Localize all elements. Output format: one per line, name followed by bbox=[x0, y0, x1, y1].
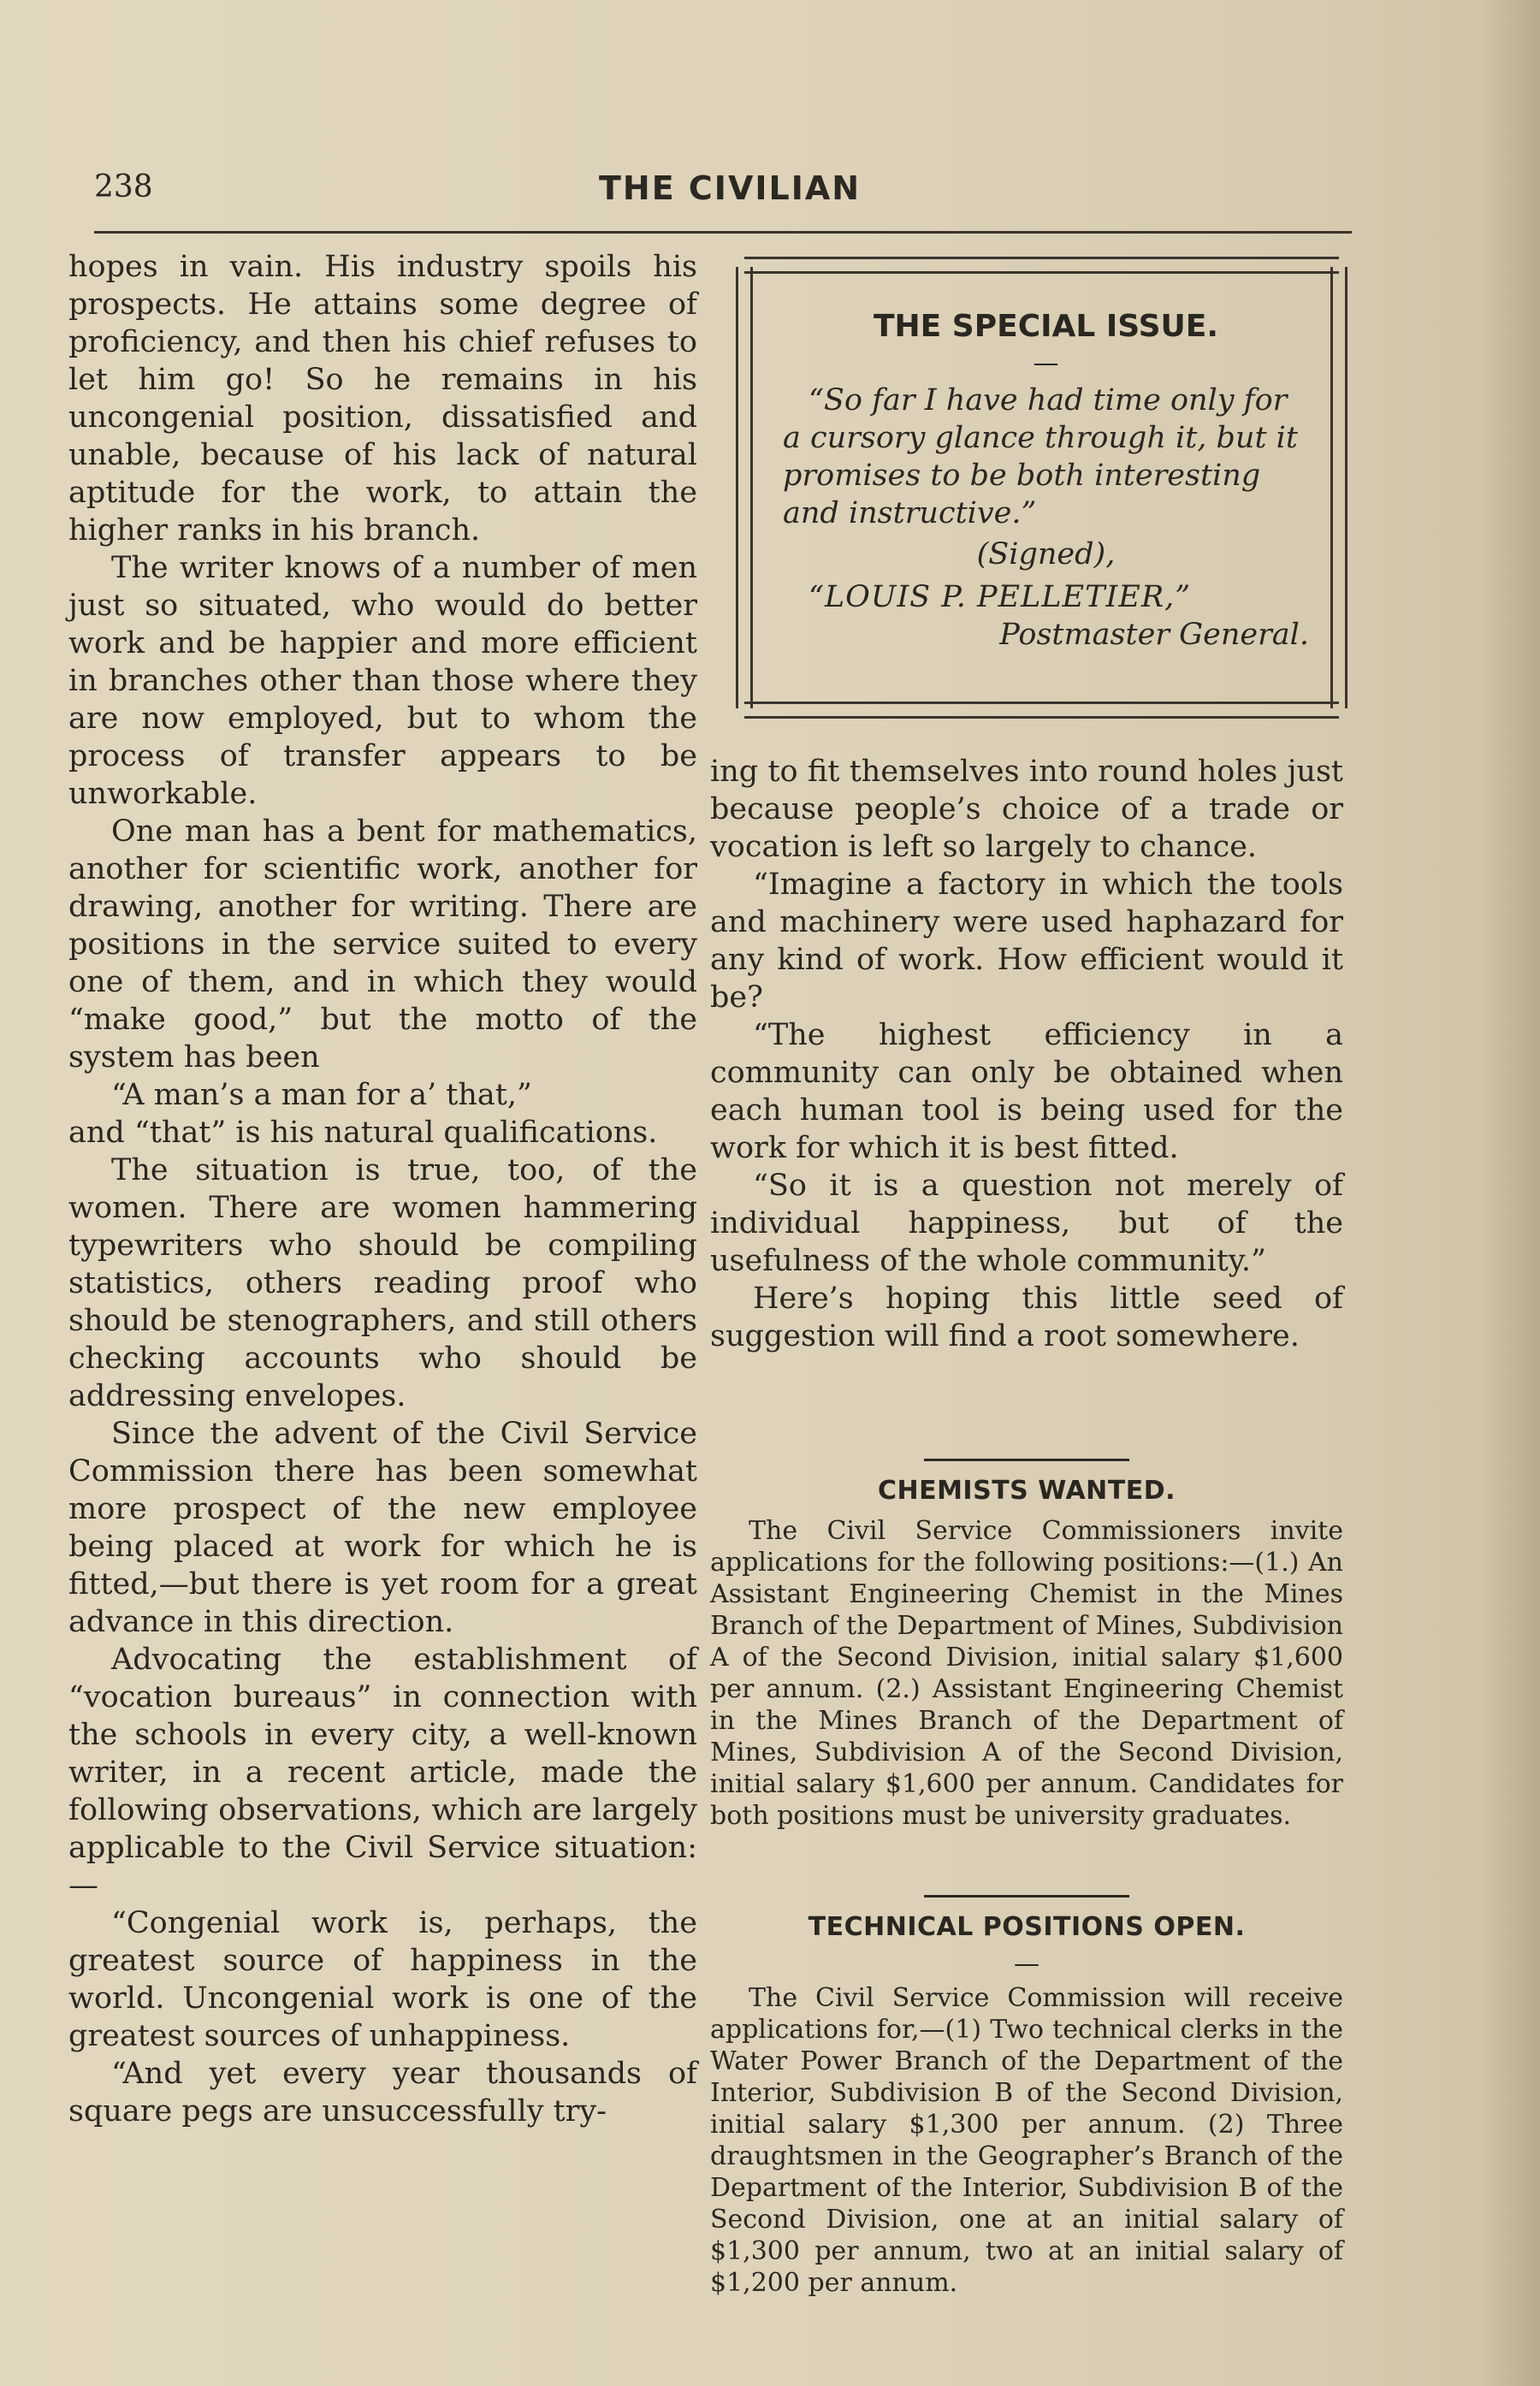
border-ornament bbox=[736, 267, 753, 708]
special-issue-notice bbox=[736, 257, 1348, 719]
book-spine-shadow bbox=[1480, 0, 1540, 2386]
section-rule bbox=[924, 1459, 1129, 1461]
running-title: THE CIVILIAN bbox=[599, 169, 862, 207]
notice-role: Postmaster General. bbox=[999, 618, 1309, 652]
paragraph: The situation is true, too, of the women. There are women hammering typewriters who should be compiling statistics, others reading proof who should be stenographers, and still others checking accounts who should be addressing envelopes. bbox=[68, 1153, 697, 1413]
page-header bbox=[94, 163, 1352, 214]
section-title: CHEMISTS WANTED. bbox=[877, 1476, 1176, 1506]
left-column bbox=[68, 248, 697, 2130]
paragraph: ing to fit themselves into round holes just because people’s choice of a trade or vocation is left so largely to chance. bbox=[710, 755, 1343, 864]
page-number: 238 bbox=[94, 169, 153, 204]
paragraph: hopes in vain. His industry spoils his prospects. He attains some degree of proficiency, and then his chief refuses to let him go! So he remains in his uncongenial position, dissatisfied and unable, because of his lack of natural aptitude for the work, to attain the higher ranks in his branch. bbox=[68, 250, 697, 548]
header-rule bbox=[94, 231, 1352, 234]
border-ornament bbox=[744, 257, 1339, 274]
right-column bbox=[710, 753, 1343, 1355]
verse-line: “A man’s a man for a’ that,” bbox=[111, 1078, 532, 1112]
paragraph: “And yet every year thousands of square pegs are unsuccessfully try- bbox=[68, 2057, 697, 2128]
chemists-wanted-section bbox=[710, 1459, 1343, 1832]
notice-signatory: “LOUIS P. PELLETIER,” bbox=[808, 580, 1192, 614]
border-ornament bbox=[1330, 267, 1348, 708]
section-body: The Civil Service Commissioners invite applications for the following positions:—(1.) An Assistant Engineering Chemist in the Mines Branch of the Department of Mines, Subdivision A of the Second Division, initial salary $1,600 per annum. (2.) Assistant Engineering Chemist in the Mines Branch of the Department of Mines, Subdivision A of the Second Division, initial salary $1,600 per annum. Candidates for both positions must be university graduates. bbox=[710, 1516, 1343, 1831]
paragraph: and “that” is his natural qualifications. bbox=[68, 1116, 658, 1150]
section-body: The Civil Service Commission will receive applications for,—(1) Two technical clerks in the Water Power Branch of the Department of the Interior, Subdivision B of the Second Division, initial salary $1,300 per annum. (2) Three draughtsmen in the Geographer’s Branch of the Department of the Interior, Subdivision B of the Second Division, one at an initial salary of $1,300 per annum, two at an initial salary of $1,200 per annum. bbox=[710, 1983, 1343, 2298]
paragraph: Since the advent of the Civil Service Commission there has been somewhat more prospect of the new employee being placed at work for which he is fitted,—but there is yet room for a great advance in this direction. bbox=[68, 1417, 697, 1639]
paragraph: The writer knows of a number of men just so situated, who would do better work and be happier and more efficient in branches other than those where they are now employed, but to whom the process of transfer appears to be unworkable. bbox=[68, 551, 697, 811]
section-rule bbox=[924, 1895, 1129, 1898]
paragraph: Advocating the establishment of “vocation bureaus” in connection with the schools in every city, a well-known writer, in a recent article, made the following observations, which are largely applicable to the Civil Service situation:— bbox=[68, 1643, 697, 1903]
paragraph: One man has a bent for mathematics, another for scientific work, another for drawing, another for writing. There are positions in the service suited to every one of them, and in which they would “make good,” but the motto of the system has been bbox=[68, 814, 697, 1075]
paragraph: Here’s hoping this little seed of suggestion will find a root somewhere. bbox=[710, 1282, 1343, 1353]
dash-divider: — bbox=[1014, 1949, 1040, 1979]
notice-quote: “So far I have had time only for a cursory glance through it, but it promises to be both interesting and instructive.” bbox=[783, 383, 1298, 530]
notice-title: THE SPECIAL ISSUE. bbox=[874, 309, 1218, 344]
section-title: TECHNICAL POSITIONS OPEN. bbox=[808, 1912, 1246, 1942]
border-ornament bbox=[744, 702, 1339, 719]
technical-positions-section bbox=[710, 1895, 1343, 2299]
paragraph: “The highest efficiency in a community can only be obtained when each human tool is being used for the work for which it is best fitted. bbox=[710, 1018, 1343, 1165]
paragraph: “So it is a question not merely of individual happiness, but of the usefulness of the whole community.” bbox=[710, 1169, 1343, 1278]
notice-signed: (Signed), bbox=[976, 537, 1116, 571]
paragraph: “Imagine a factory in which the tools and machinery were used haphazard for any kind of work. How efficient would it be? bbox=[710, 867, 1343, 1015]
paragraph: “Congenial work is, perhaps, the greatest source of happiness in the world. Uncongenial work is one of the greatest sources of unhappiness. bbox=[68, 1906, 697, 2053]
notice-content bbox=[783, 308, 1309, 654]
dash-divider: — bbox=[1033, 348, 1059, 378]
